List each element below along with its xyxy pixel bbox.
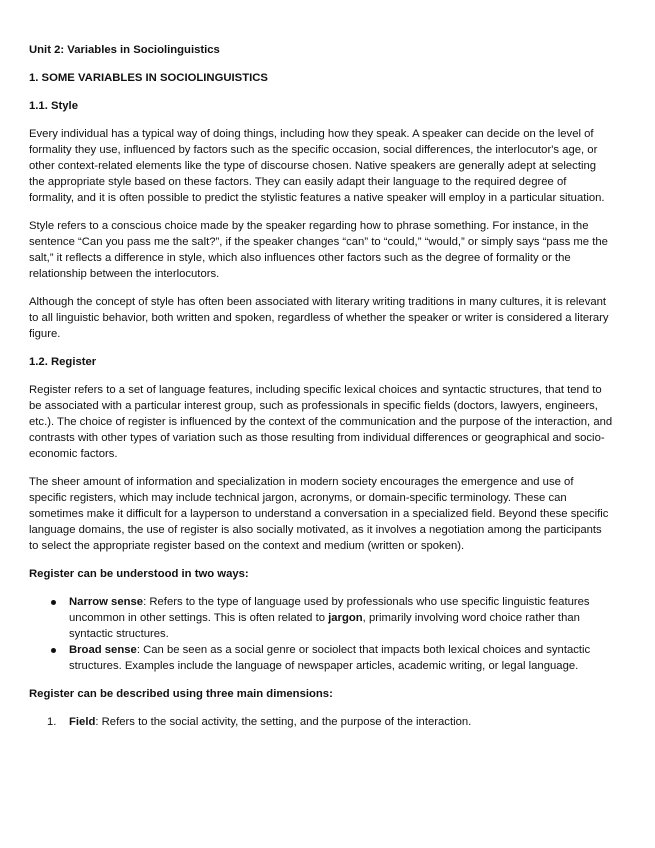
style-paragraph-3: Although the concept of style has often been associated with literary writing traditions in many cultures, it is relevant to all linguistic behavior, both written and spoken, regardless of whether the speaker or writer is considered a literary figure. [29, 296, 609, 340]
list-item [29, 714, 613, 730]
style-paragraph-1: Every individual has a typical way of doing things, including how they speak. A speaker can decide on the level of formality they use, influenced by factors such as the specific occasion, social differences, the interlocutor's age, or other context-related elements like the type of discourse chosen. Native speakers are generally adept at selecting the appropriate style based on these factors. They can easily adapt their language to the required degree of formality, and it is often possible to predict the stylistic features a native speaker will employ in a particular situation. [29, 128, 605, 204]
term: Broad sense [69, 644, 137, 656]
term: Field [69, 716, 96, 728]
register-heading: 1.2. Register [29, 356, 97, 368]
unit-title: Unit 2: Variables in Sociolinguistics [29, 44, 220, 56]
bold-word: jargon [328, 612, 363, 624]
ways-heading: Register can be understood in two ways: [29, 568, 249, 580]
definition: : Refers to the type of language used by professionals who use specific linguistic features uncommon in other settings. This is often related to [69, 596, 590, 624]
list-item [29, 594, 613, 642]
definition-end: , primarily involving word choice rather than syntactic structures. [69, 612, 580, 640]
section-title: 1. SOME VARIABLES IN SOCIOLINGUISTICS [29, 72, 268, 84]
definition: : Refers to the social activity, the setting, and the purpose of the interaction. [95, 716, 472, 728]
style-heading: 1.1. Style [29, 100, 78, 112]
term: Narrow sense [69, 596, 144, 608]
dimensions-heading: Register can be described using three main dimensions: [29, 688, 333, 700]
register-paragraph-1: Register refers to a set of language features, including specific lexical choices and syntactic structures, that tend to be associated with a particular interest group, such as professionals in specific fields (doctors, lawyers, engineers, etc.). The choice of register is influenced by the context of the communication and the purpose of the interaction, and contrasts with other types of variation such as those resulting from individual differences or geographical and socio-economic factors. [29, 384, 613, 460]
definition: : Can be seen as a social genre or sociolect that impacts both lexical choices and syntactic structures. Examples include the language of newspaper articles, academic writing, or legal language. [69, 644, 591, 672]
style-paragraph-2: Style refers to a conscious choice made by the speaker regarding how to phrase something. For instance, in the sentence “Can you pass me the salt?”, if the speaker changes “can” to “could,” “would,” or simply says “pass me the salt,” it reflects a difference in style, which also influences other factors such as the degree of formality or the relationship between the interlocutors. [29, 220, 608, 280]
list-number: 1. [47, 716, 57, 728]
dimensions-list [29, 714, 613, 730]
register-paragraph-2: The sheer amount of information and specialization in modern society encourages the emergence and use of specific registers, which may include technical jargon, acronyms, or domain-specific terminology. These can sometimes make it difficult for a layperson to understand a conversation in a specialized field. Beyond these specific language domains, the use of register is also socially motivated, as it involves a negotiation among the participants to select the appropriate register based on the context and medium (written or spoken). [29, 476, 609, 552]
list-item [29, 642, 613, 674]
ways-list [29, 594, 613, 674]
